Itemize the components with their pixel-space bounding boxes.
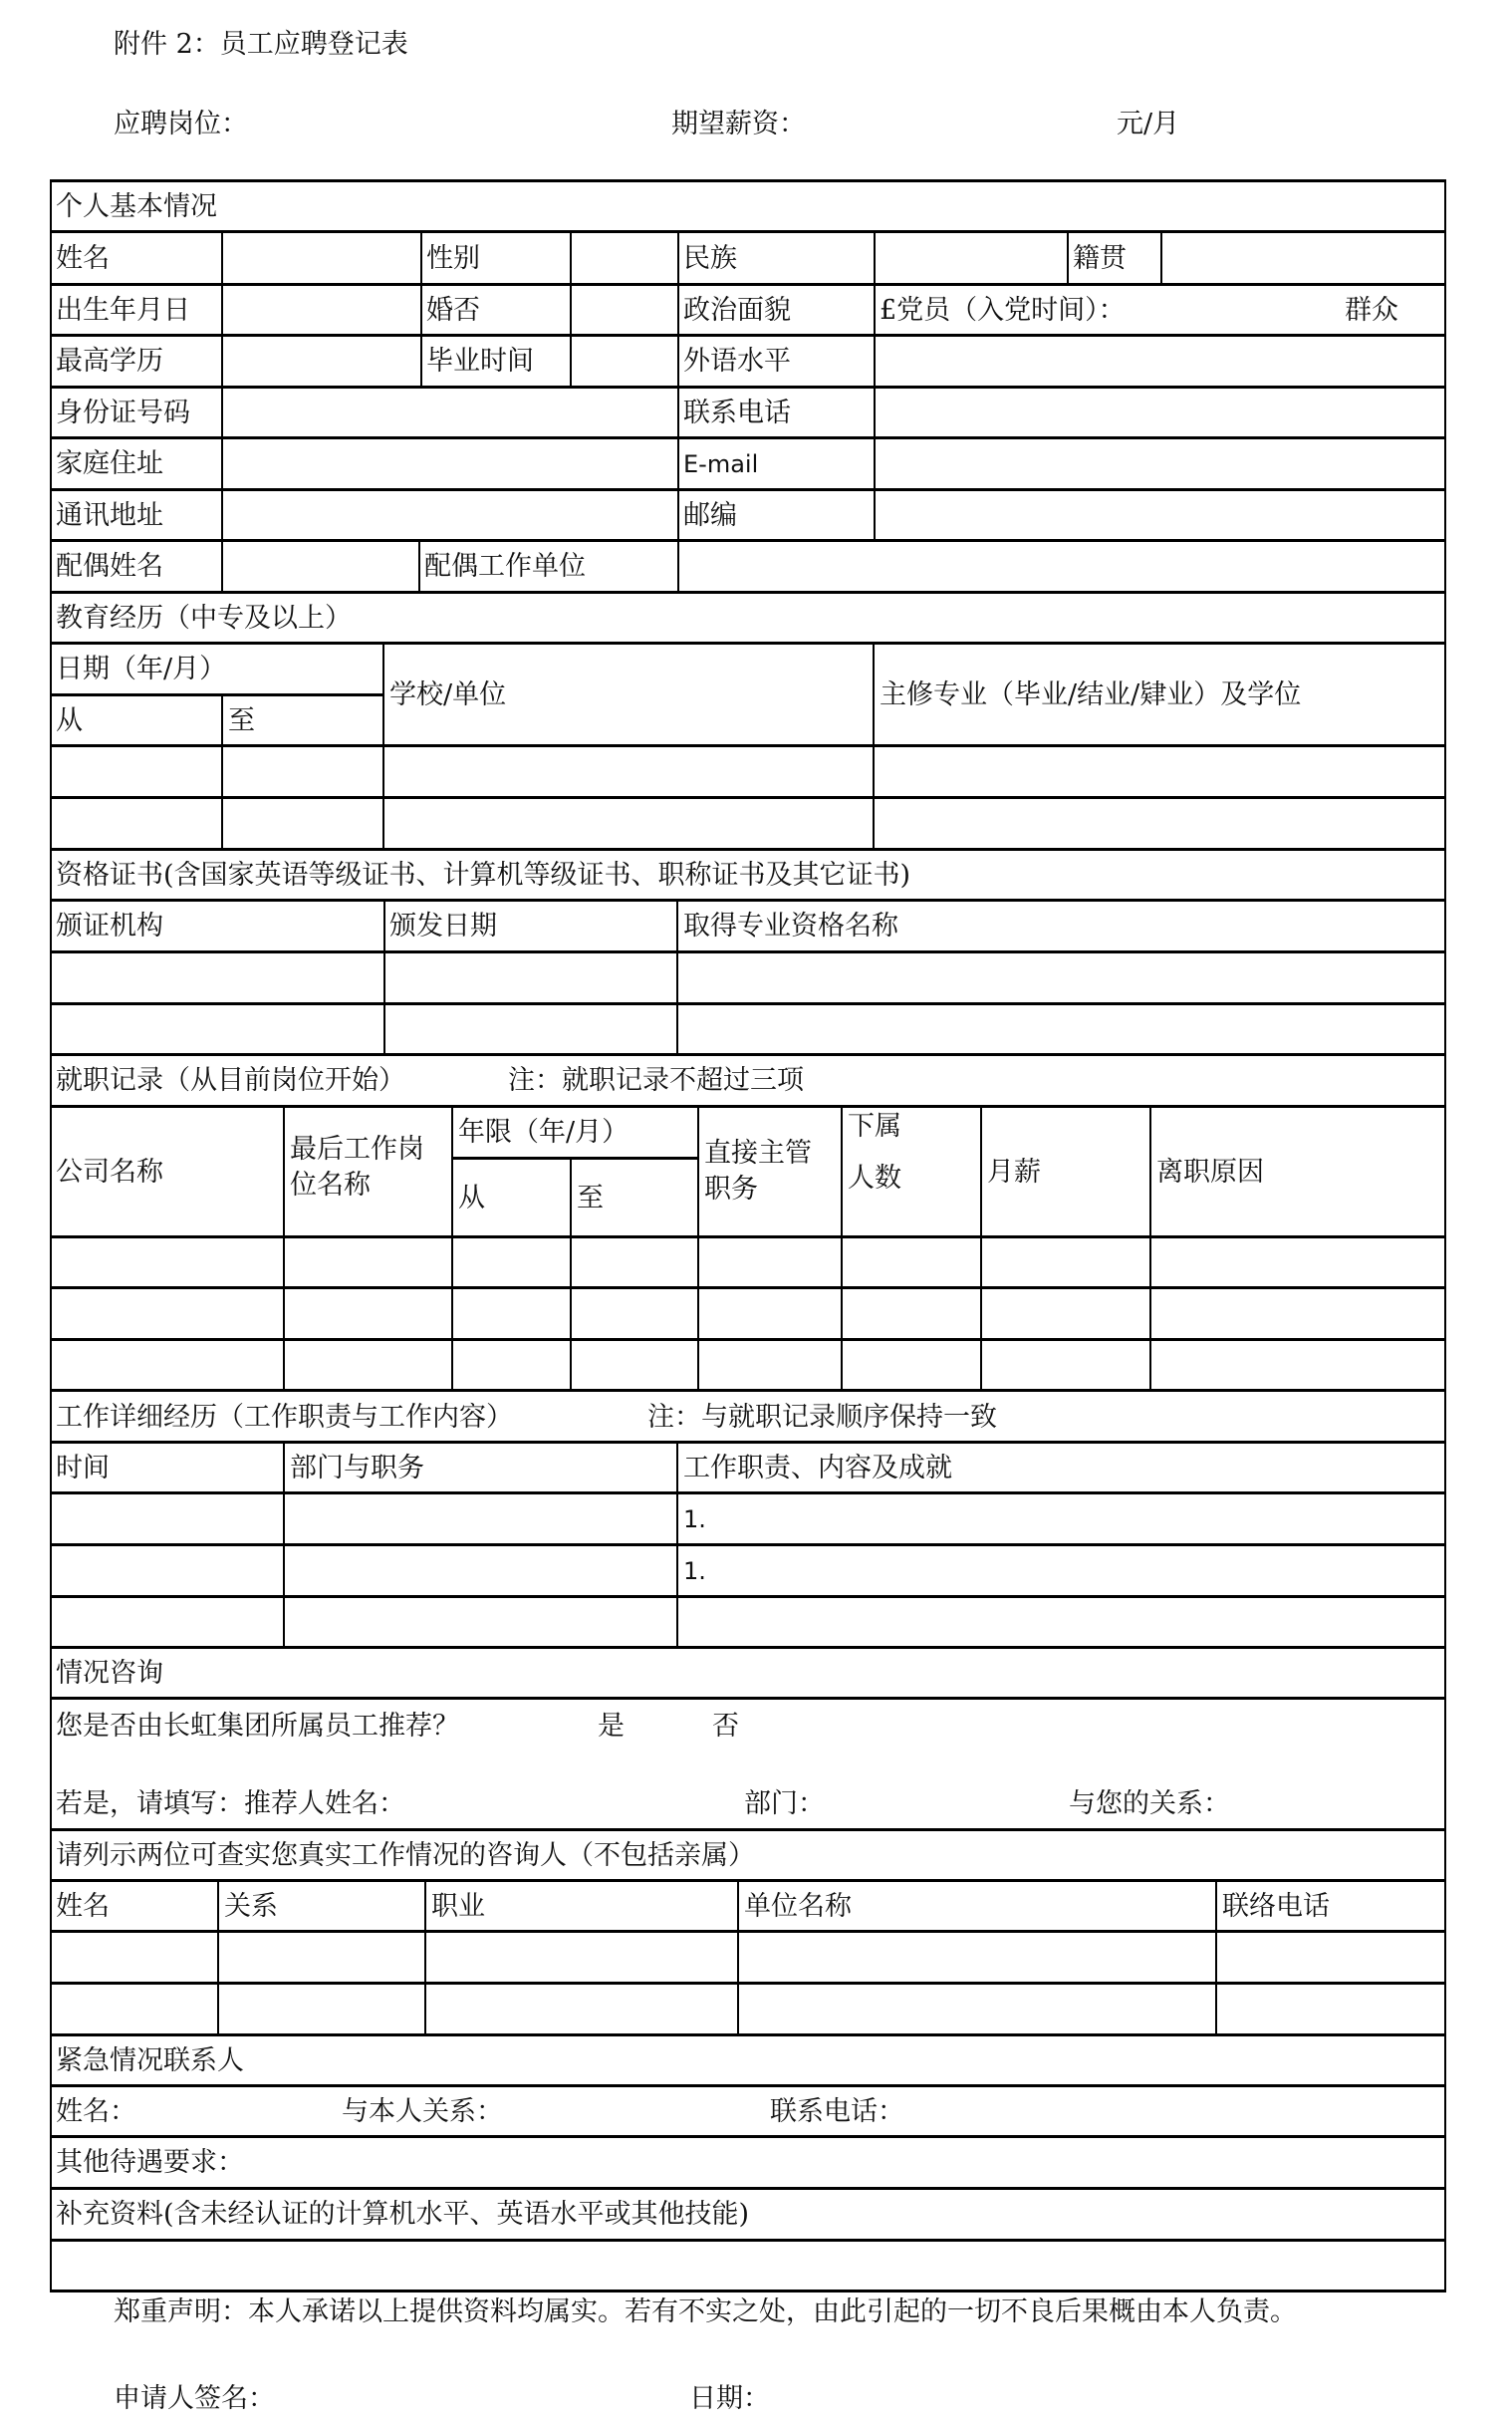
foreign-language-input[interactable] bbox=[875, 337, 1444, 387]
column-divider bbox=[874, 231, 876, 387]
ethnicity-label: 民族 bbox=[683, 242, 737, 274]
row-divider bbox=[50, 642, 1446, 645]
name-input[interactable] bbox=[223, 233, 420, 284]
edu-school-input[interactable] bbox=[384, 747, 873, 796]
personal-section-title: 个人基本情况 bbox=[56, 190, 217, 222]
emp-supervisor-input[interactable] bbox=[699, 1289, 841, 1338]
emp-to-input[interactable] bbox=[572, 1238, 697, 1286]
native-place-label: 籍贯 bbox=[1073, 242, 1127, 274]
emp-to-header: 至 bbox=[577, 1182, 604, 1213]
work-department-input[interactable] bbox=[285, 1546, 676, 1595]
ref-relation-input[interactable] bbox=[219, 1933, 424, 1982]
row-divider bbox=[50, 386, 1446, 389]
position-input[interactable] bbox=[249, 105, 647, 144]
graduation-time-input[interactable] bbox=[572, 337, 677, 387]
cert-issuer-header: 颁证机构 bbox=[56, 911, 163, 942]
marital-input[interactable] bbox=[572, 286, 677, 335]
work-detail-note: 注：与就职记录顺序保持一致 bbox=[647, 1401, 997, 1433]
edu-date-header: 日期（年/月） bbox=[56, 654, 227, 684]
emp-supervisor-input[interactable] bbox=[699, 1341, 841, 1389]
emp-last-position-line2: 位名称 bbox=[290, 1170, 371, 1201]
referrer-department-input[interactable] bbox=[827, 1783, 1056, 1823]
emp-leave-reason-input[interactable] bbox=[1151, 1341, 1445, 1389]
edu-to-input[interactable] bbox=[223, 799, 382, 848]
declaration-text: 郑重声明：本人承诺以上提供资料均属实。若有不实之处，由此引起的一切不良后果概由本人负责。 bbox=[114, 2296, 1297, 2327]
foreign-language-label: 外语水平 bbox=[683, 346, 791, 377]
mail-address-input[interactable] bbox=[223, 491, 677, 540]
row-divider bbox=[50, 1053, 1446, 1056]
salary-input[interactable] bbox=[807, 105, 1106, 144]
cert-date-input[interactable] bbox=[385, 953, 676, 1002]
gender-label: 性别 bbox=[426, 242, 480, 274]
row-divider bbox=[50, 591, 1446, 594]
emp-from-input[interactable] bbox=[453, 1289, 570, 1338]
row-divider bbox=[50, 1828, 1446, 1831]
emergency-phone-label: 联系电话： bbox=[770, 2095, 904, 2127]
references-section-title: 请列示两位可查实您真实工作情况的咨询人（不包括亲属） bbox=[56, 1839, 755, 1871]
gender-input[interactable] bbox=[572, 233, 677, 284]
emp-supervisor-line2: 职务 bbox=[704, 1174, 758, 1205]
ref-phone-header: 联络电话 bbox=[1222, 1891, 1330, 1922]
work-time-input[interactable] bbox=[51, 1546, 283, 1595]
emp-from-input[interactable] bbox=[453, 1238, 570, 1286]
emergency-relation-label: 与本人关系： bbox=[342, 2095, 503, 2127]
emp-from-header: 从 bbox=[458, 1182, 485, 1213]
row-divider bbox=[50, 1646, 1446, 1649]
emergency-relation-input[interactable] bbox=[518, 2087, 762, 2136]
emp-position-input[interactable] bbox=[285, 1289, 451, 1338]
ref-occupation-input[interactable] bbox=[426, 1933, 737, 1982]
referral-question: 您是否由长虹集团所属员工推荐？ bbox=[56, 1711, 459, 1742]
referral-yes-option[interactable]: 是 bbox=[598, 1711, 625, 1742]
edu-to-header: 至 bbox=[228, 704, 255, 736]
edu-major-input[interactable] bbox=[875, 747, 1445, 796]
column-divider bbox=[874, 387, 876, 540]
name-label: 姓名 bbox=[56, 242, 110, 274]
referrer-name-label: 若是，请填写：推荐人姓名： bbox=[56, 1788, 405, 1819]
work-department-input[interactable] bbox=[285, 1598, 676, 1646]
emp-subordinates-header bbox=[843, 1112, 980, 1194]
education-level-label: 最高学历 bbox=[56, 346, 163, 377]
row-divider bbox=[50, 848, 1446, 851]
cert-date-input[interactable] bbox=[385, 1005, 676, 1053]
ref-employer-input[interactable] bbox=[739, 1933, 1215, 1982]
referrer-name-input[interactable] bbox=[458, 1783, 737, 1823]
emp-period-header: 年限（年/月） bbox=[458, 1117, 630, 1148]
emp-position-input[interactable] bbox=[285, 1238, 451, 1286]
work-department-input[interactable] bbox=[285, 1494, 676, 1543]
emp-subordinates-input[interactable] bbox=[843, 1238, 980, 1286]
referral-no-option[interactable]: 否 bbox=[712, 1711, 739, 1742]
emp-salary-input[interactable] bbox=[982, 1289, 1149, 1338]
row-divider bbox=[50, 1879, 1446, 1882]
postcode-input[interactable] bbox=[875, 491, 1444, 540]
row-divider bbox=[50, 1697, 1446, 1700]
ref-relation-input[interactable] bbox=[219, 1985, 424, 2033]
email-label: E-mail bbox=[683, 450, 759, 478]
edu-date-subheader-divider bbox=[50, 693, 383, 696]
emp-supervisor-line1: 直接主管 bbox=[704, 1138, 812, 1169]
emp-subordinates-input[interactable] bbox=[843, 1341, 980, 1389]
row-divider bbox=[50, 334, 1446, 337]
row-divider bbox=[50, 539, 1446, 542]
emp-leave-reason-input[interactable] bbox=[1151, 1289, 1445, 1338]
signature-label: 申请人签名： bbox=[114, 2383, 275, 2414]
ref-occupation-header: 职业 bbox=[431, 1891, 485, 1922]
row-divider bbox=[50, 179, 1446, 182]
home-address-input[interactable] bbox=[223, 439, 677, 489]
edu-major-header: 主修专业（毕业/结业/肄业）及学位 bbox=[880, 678, 1302, 710]
marital-label: 婚否 bbox=[426, 294, 480, 326]
education-section-title: 教育经历（中专及以上） bbox=[56, 602, 352, 634]
spouse-name-label: 配偶姓名 bbox=[56, 551, 163, 582]
spouse-name-input[interactable] bbox=[223, 542, 418, 592]
row-divider bbox=[50, 2290, 1446, 2292]
emp-position-input[interactable] bbox=[285, 1341, 451, 1389]
postcode-label: 邮编 bbox=[683, 499, 737, 531]
ref-employer-header: 单位名称 bbox=[744, 1891, 852, 1922]
position-label: 应聘岗位： bbox=[114, 109, 248, 139]
emp-leave-reason-header: 离职原因 bbox=[1156, 1156, 1264, 1188]
cert-qualification-input[interactable] bbox=[678, 953, 1445, 1002]
native-place-input[interactable] bbox=[1161, 233, 1444, 284]
home-address-label: 家庭住址 bbox=[56, 448, 163, 479]
work-time-header: 时间 bbox=[56, 1453, 110, 1483]
work-detail-section-title: 工作详细经历（工作职责与工作内容） bbox=[56, 1401, 513, 1433]
row-divider bbox=[50, 436, 1446, 439]
emergency-name-input[interactable] bbox=[139, 2087, 334, 2136]
date-label: 日期： bbox=[689, 2383, 770, 2414]
political-party-option[interactable]: £党员（入党时间）： bbox=[880, 294, 1126, 326]
salary-label: 期望薪资： bbox=[671, 109, 806, 139]
row-divider bbox=[50, 230, 1446, 233]
emp-salary-input[interactable] bbox=[982, 1341, 1149, 1389]
work-time-input[interactable] bbox=[51, 1598, 283, 1646]
emergency-section-title: 紧急情况联系人 bbox=[56, 2044, 244, 2076]
emergency-phone-input[interactable] bbox=[916, 2087, 1439, 2136]
emp-company-input[interactable] bbox=[51, 1289, 283, 1338]
emp-to-input[interactable] bbox=[572, 1341, 697, 1389]
edu-school-header: 学校/单位 bbox=[389, 678, 507, 710]
row-divider bbox=[50, 488, 1446, 491]
ref-name-header: 姓名 bbox=[56, 1891, 110, 1922]
graduation-time-label: 毕业时间 bbox=[426, 346, 534, 377]
inquiry-section-title: 情况咨询 bbox=[56, 1657, 163, 1689]
column-divider bbox=[418, 540, 420, 592]
cert-qualification-header: 取得专业资格名称 bbox=[683, 911, 898, 942]
emp-supervisor-header bbox=[699, 1136, 841, 1208]
cert-issue-date-header: 颁发日期 bbox=[389, 911, 497, 942]
emergency-name-label: 姓名： bbox=[56, 2095, 136, 2127]
political-mass-option[interactable]: 群众 bbox=[1345, 294, 1398, 326]
cert-issuer-input[interactable] bbox=[51, 1005, 383, 1053]
work-time-input[interactable] bbox=[51, 1494, 283, 1543]
ref-name-input[interactable] bbox=[51, 1933, 217, 1982]
row-divider bbox=[50, 2187, 1446, 2190]
spouse-employer-input[interactable] bbox=[679, 542, 1444, 592]
work-duties-input[interactable] bbox=[678, 1598, 1445, 1646]
column-divider bbox=[570, 231, 572, 387]
certificates-section-title: 资格证书(含国家英语等级证书、计算机等级证书、职称证书及其它证书) bbox=[56, 859, 911, 891]
row-divider bbox=[50, 2239, 1446, 2242]
education-level-input[interactable] bbox=[223, 337, 420, 387]
ref-phone-input[interactable] bbox=[1217, 1985, 1445, 2033]
emp-from-input[interactable] bbox=[453, 1341, 570, 1389]
ref-relation-header: 关系 bbox=[224, 1891, 278, 1922]
signature-input[interactable] bbox=[289, 2376, 677, 2420]
column-divider bbox=[221, 231, 223, 592]
ref-name-input[interactable] bbox=[51, 1985, 217, 2033]
row-divider bbox=[50, 1441, 1446, 1444]
employment-note: 注：就职记录不超过三项 bbox=[508, 1065, 804, 1096]
column-divider bbox=[420, 231, 422, 387]
benefits-label: 其他待遇要求： bbox=[56, 2147, 244, 2178]
emp-supervisor-input[interactable] bbox=[699, 1238, 841, 1286]
employment-section-title: 就职记录（从目前岗位开始） bbox=[56, 1065, 405, 1096]
column-divider bbox=[1160, 231, 1162, 284]
column-divider bbox=[1067, 231, 1069, 284]
ethnicity-input[interactable] bbox=[875, 233, 1067, 284]
row-divider bbox=[50, 1389, 1446, 1392]
edu-from-input[interactable] bbox=[51, 799, 221, 848]
email-input[interactable] bbox=[875, 439, 1444, 489]
ref-occupation-input[interactable] bbox=[426, 1985, 737, 2033]
emp-last-position-line1: 最后工作岗 bbox=[290, 1134, 424, 1165]
emp-company-header: 公司名称 bbox=[56, 1156, 163, 1188]
birth-date-label: 出生年月日 bbox=[56, 294, 190, 326]
emp-last-position-header bbox=[285, 1132, 452, 1204]
ref-employer-input[interactable] bbox=[739, 1985, 1215, 2033]
emp-to-input[interactable] bbox=[572, 1289, 697, 1338]
row-divider bbox=[50, 899, 1446, 902]
referrer-relation-input[interactable] bbox=[1245, 1783, 1439, 1823]
emp-salary-input[interactable] bbox=[982, 1238, 1149, 1286]
cert-issuer-input[interactable] bbox=[51, 953, 383, 1002]
edu-from-header: 从 bbox=[56, 704, 83, 736]
salary-unit: 元/月 bbox=[1117, 109, 1180, 139]
emp-company-input[interactable] bbox=[51, 1238, 283, 1286]
date-input[interactable] bbox=[777, 2376, 1175, 2420]
political-status-label: 政治面貌 bbox=[683, 294, 791, 326]
row-divider bbox=[50, 2033, 1446, 2036]
emp-leave-reason-input[interactable] bbox=[1151, 1238, 1445, 1286]
emp-subordinates-input[interactable] bbox=[843, 1289, 980, 1338]
ref-phone-input[interactable] bbox=[1217, 1933, 1445, 1982]
phone-input[interactable] bbox=[875, 389, 1444, 437]
column-divider bbox=[677, 231, 679, 592]
work-duties-header: 工作职责、内容及成就 bbox=[683, 1453, 952, 1483]
referrer-department-label: 部门： bbox=[744, 1788, 825, 1819]
referrer-relation-label: 与您的关系： bbox=[1069, 1788, 1230, 1819]
work-duties-input[interactable]: 1. bbox=[683, 1504, 706, 1533]
work-department-header: 部门与职务 bbox=[290, 1453, 424, 1483]
mail-address-label: 通讯地址 bbox=[56, 499, 163, 531]
spouse-employer-label: 配偶工作单位 bbox=[424, 551, 586, 582]
row-divider bbox=[50, 283, 1446, 286]
id-number-input[interactable] bbox=[223, 389, 677, 437]
cert-qualification-input[interactable] bbox=[678, 1005, 1445, 1053]
emp-salary-header: 月薪 bbox=[987, 1156, 1041, 1188]
emp-period-subheader-divider bbox=[452, 1157, 698, 1160]
emp-company-input[interactable] bbox=[51, 1341, 283, 1389]
row-divider bbox=[50, 2084, 1446, 2087]
edu-major-input[interactable] bbox=[875, 799, 1445, 848]
edu-from-input[interactable] bbox=[51, 747, 221, 796]
row-divider bbox=[50, 1105, 1446, 1108]
document-title: 附件 2：员工应聘登记表 bbox=[114, 29, 408, 60]
id-number-label: 身份证号码 bbox=[56, 397, 190, 428]
supplementary-label: 补充资料(含未经认证的计算机水平、英语水平或其他技能) bbox=[56, 2199, 750, 2230]
edu-to-input[interactable] bbox=[223, 747, 382, 796]
emp-subordinates-line2: 人数 bbox=[848, 1163, 901, 1194]
edu-school-input[interactable] bbox=[384, 799, 873, 848]
row-divider bbox=[50, 2135, 1446, 2138]
work-duties-input[interactable]: 1. bbox=[683, 1556, 706, 1585]
birth-date-input[interactable] bbox=[223, 286, 420, 335]
phone-label: 联系电话 bbox=[683, 397, 791, 428]
emp-subordinates-line1: 下属 bbox=[848, 1111, 901, 1142]
supplementary-input[interactable] bbox=[52, 2242, 1443, 2290]
